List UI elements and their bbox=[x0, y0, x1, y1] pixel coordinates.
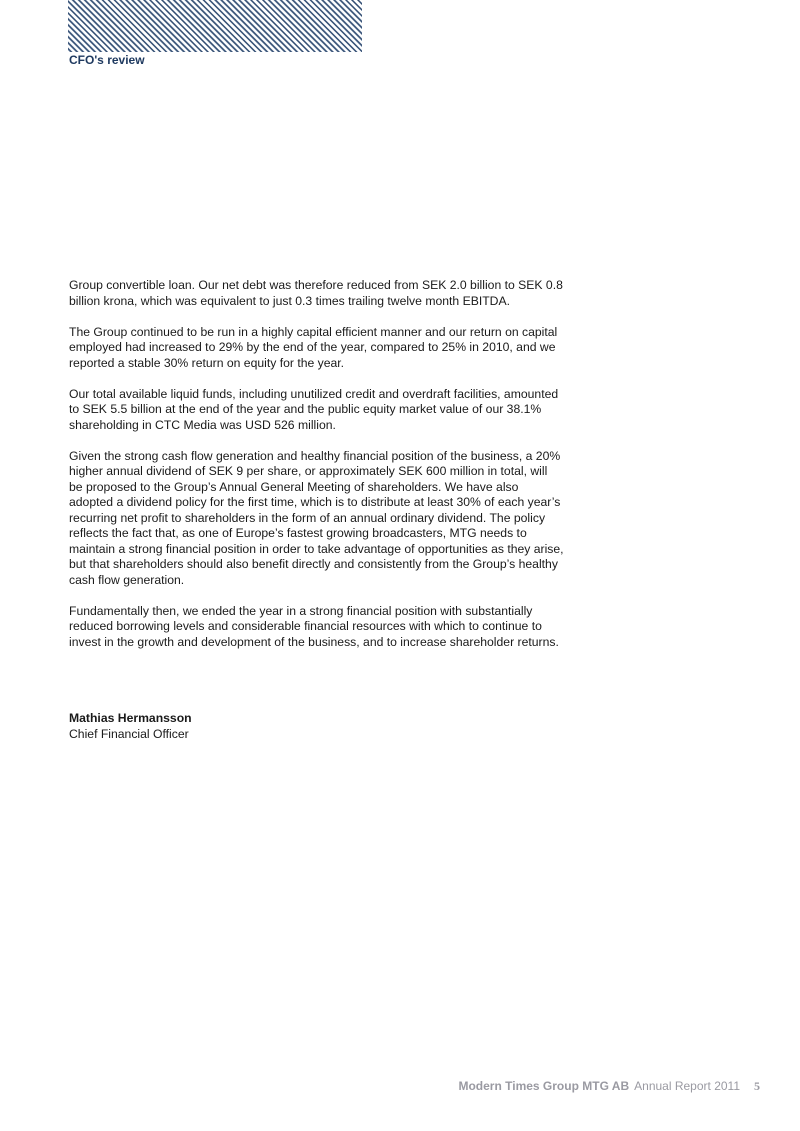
paragraph: Fundamentally then, we ended the year in a strong financial position with substantially reduced borrowing levels and considerable financial resources with which to continue to invest in the growth and development of the business, and to increase shareholder returns. bbox=[69, 603, 559, 649]
decorative-hatch-banner bbox=[68, 0, 362, 52]
signatory-title: Chief Financial Officer bbox=[69, 726, 189, 741]
section-title: CFO's review bbox=[69, 53, 145, 67]
footer-company: Modern Times Group MTG AB bbox=[458, 1079, 630, 1093]
paragraph: Our total available liquid funds, including unutilized credit and overdraft facilities, amounted to SEK 5.5 billion at the end of the year and the public equity market value of our 38.1% shareholding in CTC Media was USD 526 million. bbox=[69, 386, 559, 432]
paragraph: Group convertible loan. Our net debt was therefore reduced from SEK 2.0 billion to SEK 0.8 billion krona, which was equivalent to just 0.3 times trailing twelve month EBITDA. bbox=[69, 278, 563, 308]
paragraph: Given the strong cash flow generation and healthy financial position of the business, a 20% higher annual dividend of SEK 9 per share, or approximately SEK 600 million in total, will be proposed to the Group’s Annual General Meeting of shareholders. We have also adopted a dividend policy for the first time, which is to distribute at least 30% of each year’s recurring net profit to shareholders in the form of an annual ordinary dividend. The policy reflects the fact that, as one of Europe’s fastest growing broadcasters, MTG needs to maintain a strong financial position in order to take advantage of opportunities as they arise, but that shareholders should also benefit directly and consistently from the Group’s healthy cash flow generation. bbox=[69, 448, 564, 587]
paragraph: The Group continued to be run in a highly capital efficient manner and our return on capital employed had increased to 29% by the end of the year, compared to 25% in 2010, and we reported a stable 30% return on equity for the year. bbox=[69, 324, 558, 370]
page-number: 5 bbox=[754, 1079, 760, 1093]
footer-report-title: Annual Report 2011 bbox=[634, 1079, 740, 1093]
article-body bbox=[69, 278, 564, 666]
signatory-name: Mathias Hermansson bbox=[69, 711, 192, 725]
signature-block bbox=[69, 711, 192, 742]
page-footer bbox=[458, 1079, 760, 1094]
